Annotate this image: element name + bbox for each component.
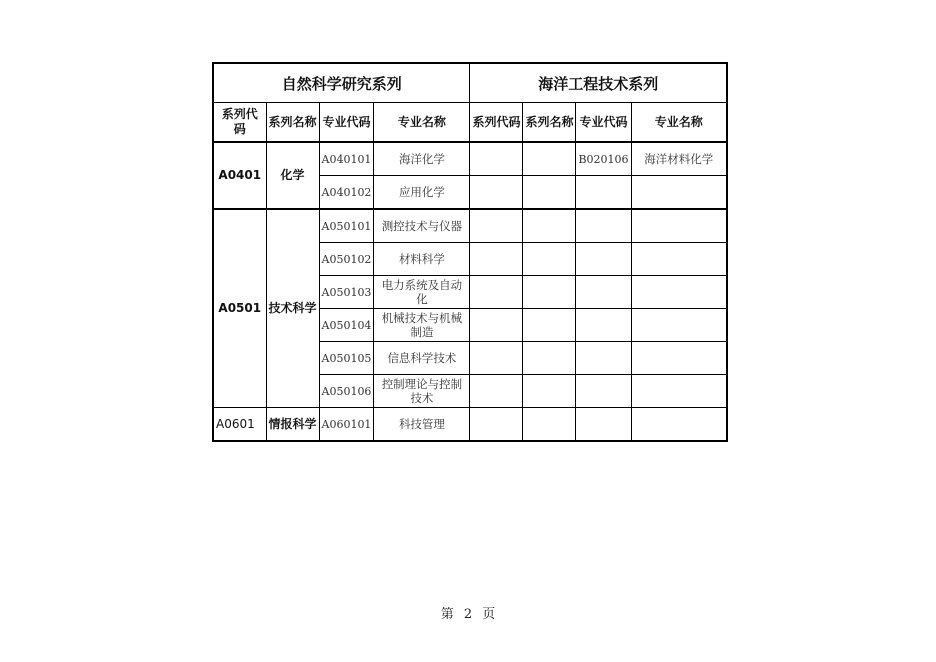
table-row	[213, 209, 727, 243]
major-code-cell: A040102	[319, 176, 374, 210]
empty-cell	[631, 342, 727, 375]
major-code-cell: A050106	[319, 375, 374, 408]
page-footer	[0, 603, 936, 622]
table-row	[213, 142, 727, 176]
header-series-name: 系列名称	[523, 103, 576, 143]
empty-cell	[631, 209, 727, 243]
series-name-cell: 化学	[266, 142, 319, 209]
header-series-code: 系列代码	[213, 103, 266, 143]
major-name-cell: 海洋化学	[374, 142, 470, 176]
group-title-ocean-engineering: 海洋工程技术系列	[470, 63, 727, 103]
empty-cell	[523, 276, 576, 309]
group-title-natural-science: 自然科学研究系列	[213, 63, 470, 103]
series-code-cell: A0401	[213, 142, 266, 209]
major-code-cell: A050103	[319, 276, 374, 309]
empty-cell	[470, 176, 523, 210]
empty-cell	[576, 375, 631, 408]
major-code-cell: A040101	[319, 142, 374, 176]
major-name-cell: 控制理论与控制技术	[374, 375, 470, 408]
empty-cell	[576, 209, 631, 243]
empty-cell	[523, 209, 576, 243]
empty-cell	[523, 408, 576, 442]
empty-cell	[523, 243, 576, 276]
empty-cell	[576, 276, 631, 309]
empty-cell	[523, 309, 576, 342]
empty-cell	[470, 209, 523, 243]
major-code-cell: A050104	[319, 309, 374, 342]
empty-cell	[576, 309, 631, 342]
ocean-major-name-cell: 海洋材料化学	[631, 142, 727, 176]
empty-cell	[523, 342, 576, 375]
page-number-prefix: 第	[440, 607, 454, 622]
header-series-code: 系列代码	[470, 103, 523, 143]
empty-cell	[576, 176, 631, 210]
empty-cell	[523, 375, 576, 408]
major-name-cell: 应用化学	[374, 176, 470, 210]
empty-cell	[523, 142, 576, 176]
header-major-name: 专业名称	[631, 103, 727, 143]
empty-cell	[576, 342, 631, 375]
empty-cell	[470, 142, 523, 176]
empty-cell	[523, 176, 576, 210]
header-major-code: 专业代码	[319, 103, 374, 143]
page-number-suffix: 页	[482, 607, 496, 622]
major-name-cell: 测控技术与仪器	[374, 209, 470, 243]
empty-cell	[631, 243, 727, 276]
empty-cell	[470, 276, 523, 309]
major-name-cell: 电力系统及自动化	[374, 276, 470, 309]
empty-cell	[576, 243, 631, 276]
major-code-cell: A050105	[319, 342, 374, 375]
series-name-cell: 情报科学	[266, 408, 319, 442]
header-major-name: 专业名称	[374, 103, 470, 143]
empty-cell	[631, 309, 727, 342]
header-series-name: 系列名称	[266, 103, 319, 143]
empty-cell	[576, 408, 631, 442]
major-code-cell: A050102	[319, 243, 374, 276]
ocean-major-code-cell: B020106	[576, 142, 631, 176]
major-code-table	[212, 62, 728, 442]
empty-cell	[470, 243, 523, 276]
empty-cell	[470, 342, 523, 375]
header-major-code: 专业代码	[576, 103, 631, 143]
table-row	[213, 408, 727, 442]
series-code-cell: A0501	[213, 209, 266, 408]
major-name-cell: 机械技术与机械制造	[374, 309, 470, 342]
page-number: 2	[463, 607, 473, 622]
series-code-cell: A0601	[213, 408, 266, 442]
series-name-cell: 技术科学	[266, 209, 319, 408]
empty-cell	[470, 375, 523, 408]
empty-cell	[631, 276, 727, 309]
major-code-cell: A050101	[319, 209, 374, 243]
major-name-cell: 材料科学	[374, 243, 470, 276]
empty-cell	[631, 176, 727, 210]
empty-cell	[470, 309, 523, 342]
major-name-cell: 科技管理	[374, 408, 470, 442]
empty-cell	[470, 408, 523, 442]
major-code-cell: A060101	[319, 408, 374, 442]
major-name-cell: 信息科学技术	[374, 342, 470, 375]
empty-cell	[631, 408, 727, 442]
empty-cell	[631, 375, 727, 408]
